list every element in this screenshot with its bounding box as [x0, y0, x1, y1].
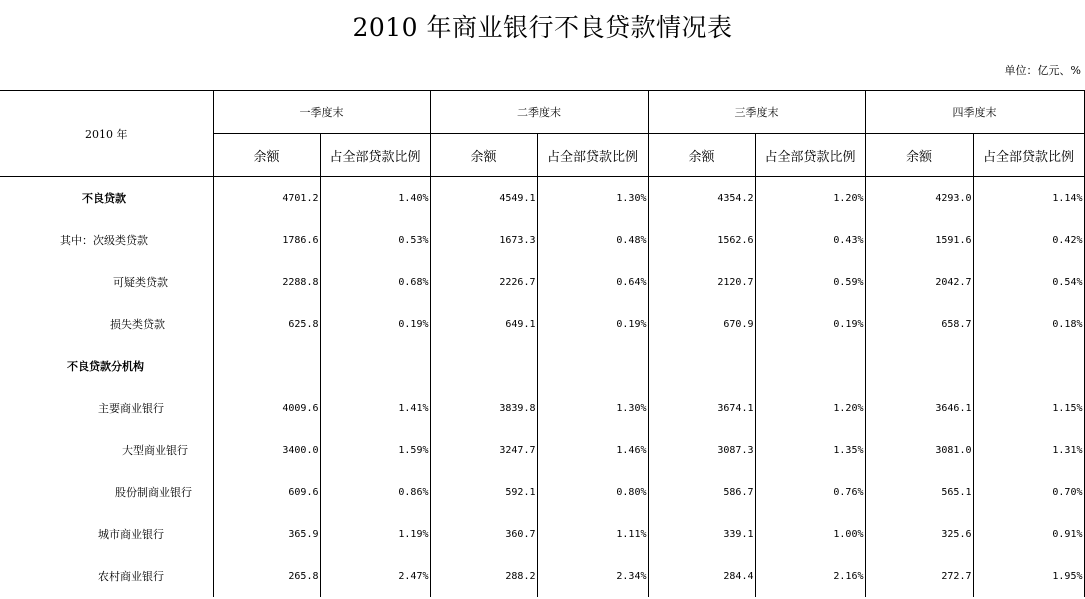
row-label: 城市商业银行 [98, 528, 164, 541]
col-ratio-q3: 占全部贷款比例 [755, 134, 865, 177]
ratio-cell: 1.00% [755, 513, 865, 555]
ratio-cell: 1.30% [537, 177, 648, 220]
balance-cell: 3674.1 [648, 387, 755, 429]
ratio-cell: 0.54% [973, 261, 1084, 303]
ratio-cell: 1.41% [320, 387, 430, 429]
balance-cell: 3081.0 [865, 429, 973, 471]
row-label: 大型商业银行 [122, 444, 188, 457]
ratio-cell: 0.42% [973, 219, 1084, 261]
ratio-cell: 0.19% [755, 303, 865, 345]
ratio-cell: 1.40% [320, 177, 430, 220]
row-label: 损失类贷款 [110, 318, 165, 331]
balance-cell: 592.1 [430, 471, 537, 513]
table-row [0, 471, 1084, 513]
col-balance-q4: 余额 [865, 134, 973, 177]
balance-cell: 2120.7 [648, 261, 755, 303]
ratio-cell: 0.86% [320, 471, 430, 513]
table-row [0, 177, 1084, 220]
ratio-cell: 0.18% [973, 303, 1084, 345]
ratio-cell: 1.14% [973, 177, 1084, 220]
table-row [0, 387, 1084, 429]
balance-cell: 625.8 [213, 303, 320, 345]
balance-cell: 272.7 [865, 555, 973, 597]
ratio-cell [320, 345, 430, 387]
page-title: 2010 年商业银行不良贷款情况表 [352, 13, 733, 42]
row-label: 农村商业银行 [98, 570, 164, 583]
ratio-cell: 1.30% [537, 387, 648, 429]
ratio-cell: 0.68% [320, 261, 430, 303]
balance-cell: 2042.7 [865, 261, 973, 303]
ratio-cell: 0.19% [537, 303, 648, 345]
balance-cell: 3087.3 [648, 429, 755, 471]
row-label: 不良贷款 [82, 192, 126, 205]
row-label: 股份制商业银行 [115, 486, 192, 499]
ratio-cell: 1.20% [755, 387, 865, 429]
ratio-cell: 1.59% [320, 429, 430, 471]
balance-cell: 3839.8 [430, 387, 537, 429]
balance-cell [865, 345, 973, 387]
balance-cell: 658.7 [865, 303, 973, 345]
col-ratio-q1: 占全部贷款比例 [320, 134, 430, 177]
balance-cell: 3247.7 [430, 429, 537, 471]
balance-cell: 649.1 [430, 303, 537, 345]
ratio-cell: 1.35% [755, 429, 865, 471]
balance-cell: 2288.8 [213, 261, 320, 303]
ratio-cell: 0.43% [755, 219, 865, 261]
unit-note: 单位：亿元、% [1004, 64, 1081, 77]
ratio-cell: 0.76% [755, 471, 865, 513]
row-label: 主要商业银行 [98, 402, 164, 415]
balance-cell: 4354.2 [648, 177, 755, 220]
balance-cell: 609.6 [213, 471, 320, 513]
balance-cell: 586.7 [648, 471, 755, 513]
balance-cell: 1673.3 [430, 219, 537, 261]
balance-cell: 565.1 [865, 471, 973, 513]
balance-cell: 365.9 [213, 513, 320, 555]
ratio-cell: 2.34% [537, 555, 648, 597]
ratio-cell: 1.46% [537, 429, 648, 471]
col-ratio-q4: 占全部贷款比例 [973, 134, 1084, 177]
table-row [0, 555, 1084, 597]
ratio-cell: 0.53% [320, 219, 430, 261]
balance-cell: 3400.0 [213, 429, 320, 471]
balance-cell: 3646.1 [865, 387, 973, 429]
ratio-cell: 1.20% [755, 177, 865, 220]
npl-table [0, 90, 1085, 597]
quarter-header-q1: 一季度末 [213, 91, 430, 134]
ratio-cell: 2.47% [320, 555, 430, 597]
ratio-cell: 1.11% [537, 513, 648, 555]
table-row [0, 345, 1084, 387]
balance-cell: 360.7 [430, 513, 537, 555]
table-row [0, 513, 1084, 555]
balance-cell: 288.2 [430, 555, 537, 597]
col-balance-q2: 余额 [430, 134, 537, 177]
year-header: 2010 年 [0, 91, 213, 177]
balance-cell: 2226.7 [430, 261, 537, 303]
balance-cell: 265.8 [213, 555, 320, 597]
ratio-cell [973, 345, 1084, 387]
table-row [0, 429, 1084, 471]
balance-cell: 339.1 [648, 513, 755, 555]
balance-cell: 4549.1 [430, 177, 537, 220]
ratio-cell [755, 345, 865, 387]
ratio-cell: 0.64% [537, 261, 648, 303]
ratio-cell: 0.80% [537, 471, 648, 513]
balance-cell [648, 345, 755, 387]
col-balance-q1: 余额 [213, 134, 320, 177]
ratio-cell: 1.31% [973, 429, 1084, 471]
ratio-cell [537, 345, 648, 387]
balance-cell: 670.9 [648, 303, 755, 345]
ratio-cell: 0.70% [973, 471, 1084, 513]
quarter-header-q3: 三季度末 [648, 91, 865, 134]
quarter-header-q2: 二季度末 [430, 91, 648, 134]
balance-cell: 1562.6 [648, 219, 755, 261]
col-ratio-q2: 占全部贷款比例 [537, 134, 648, 177]
ratio-cell: 0.59% [755, 261, 865, 303]
balance-cell: 1786.6 [213, 219, 320, 261]
ratio-cell: 2.16% [755, 555, 865, 597]
quarter-header-q4: 四季度末 [865, 91, 1084, 134]
row-label: 其中：次级类贷款 [60, 234, 148, 247]
row-label: 可疑类贷款 [113, 276, 168, 289]
ratio-cell: 0.19% [320, 303, 430, 345]
balance-cell: 325.6 [865, 513, 973, 555]
table-row [0, 303, 1084, 345]
balance-cell: 4009.6 [213, 387, 320, 429]
balance-cell [213, 345, 320, 387]
ratio-cell: 1.15% [973, 387, 1084, 429]
balance-cell: 4701.2 [213, 177, 320, 220]
ratio-cell: 1.95% [973, 555, 1084, 597]
ratio-cell: 1.19% [320, 513, 430, 555]
col-balance-q3: 余额 [648, 134, 755, 177]
ratio-cell: 0.91% [973, 513, 1084, 555]
table-row [0, 219, 1084, 261]
ratio-cell: 0.48% [537, 219, 648, 261]
balance-cell: 4293.0 [865, 177, 973, 220]
table-row [0, 261, 1084, 303]
balance-cell [430, 345, 537, 387]
row-label: 不良贷款分机构 [67, 360, 144, 373]
balance-cell: 1591.6 [865, 219, 973, 261]
balance-cell: 284.4 [648, 555, 755, 597]
